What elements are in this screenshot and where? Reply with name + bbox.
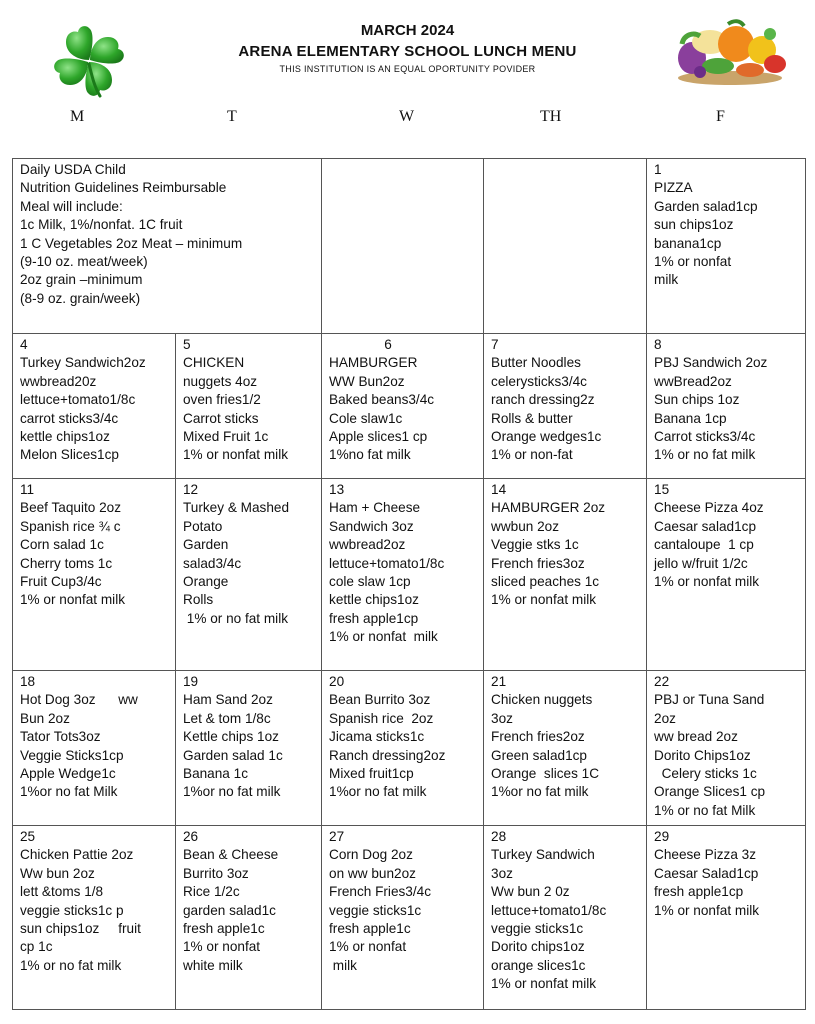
menu-item: veggie sticks1c p <box>20 902 124 918</box>
guideline-line: 2oz grain –minimum <box>20 272 143 288</box>
menu-item: on ww bun2oz <box>329 865 416 881</box>
menu-item: Green salad1cp <box>491 747 587 763</box>
menu-item: Burrito 3oz <box>183 865 249 881</box>
menu-item: Turkey Sandwich <box>491 847 595 863</box>
menu-item: Cherry toms 1c <box>20 555 113 571</box>
menu-item: 1% or nonfat <box>183 939 261 955</box>
menu-item: Ranch dressing2oz <box>329 747 446 763</box>
menu-item: Melon Slices1cp <box>20 447 119 463</box>
guideline-line: Daily USDA Child <box>20 162 126 177</box>
day-cell-29 <box>647 826 806 1010</box>
menu-school-title: ARENA ELEMENTARY SCHOOL LUNCH MENU <box>238 43 577 60</box>
menu-item: 1%or no fat milk <box>329 784 427 800</box>
guideline-line: 1 C Vegetables 2oz Meat – minimum <box>20 235 243 251</box>
day-cell-28 <box>484 826 647 1010</box>
menu-item: Orange <box>183 574 229 590</box>
menu-item: milk <box>329 957 357 973</box>
day-cell-15 <box>647 479 806 671</box>
menu-item: 1%or no fat milk <box>491 784 589 800</box>
day-cell-6 <box>322 334 484 479</box>
menu-item: milk <box>654 272 679 288</box>
menu-item: fresh apple1cp <box>329 610 419 626</box>
menu-item: Caesar salad1cp <box>654 518 757 534</box>
menu-item: lettuce+tomato1/8c <box>329 555 445 571</box>
day-cell-22 <box>647 671 806 826</box>
menu-item: cantaloupe 1 cp <box>654 537 754 553</box>
menu-item: lett &toms 1/8 <box>20 884 104 900</box>
menu-item: lettuce+tomato1/8c <box>20 392 136 408</box>
menu-item: CHICKEN <box>183 355 245 371</box>
menu-item: Celery sticks 1c <box>654 766 757 782</box>
menu-item: Dorito Chips1oz <box>654 747 751 763</box>
menu-item: French fries3oz <box>491 555 585 571</box>
day-number: 22 <box>654 674 670 689</box>
menu-item: Baked beans3/4c <box>329 392 435 408</box>
week-row-2 <box>13 334 806 479</box>
menu-item: Ham Sand 2oz <box>183 692 273 708</box>
menu-item: French Fries3/4c <box>329 884 432 900</box>
day-number: 4 <box>20 337 28 352</box>
menu-item: Corn salad 1c <box>20 537 104 553</box>
week-row-3 <box>13 479 806 671</box>
day-cell-7 <box>484 334 647 479</box>
menu-item: carrot sticks3/4c <box>20 410 119 426</box>
day-number: 1 <box>654 162 662 177</box>
day-number: 25 <box>20 829 36 844</box>
menu-item: Orange slices 1C <box>491 766 600 782</box>
day-number: 29 <box>654 829 670 844</box>
menu-item: Mixed fruit1cp <box>329 766 414 782</box>
day-cell-12 <box>176 479 322 671</box>
menu-item: oven fries1/2 <box>183 392 261 408</box>
menu-item: Butter Noodles <box>491 355 581 371</box>
menu-item: Potato <box>183 518 223 534</box>
day-number: 14 <box>491 482 507 497</box>
day-number: 7 <box>491 337 499 352</box>
menu-item: Garden <box>183 537 229 553</box>
menu-item: 1% or non-fat <box>491 447 573 463</box>
menu-item: 2oz <box>654 710 676 726</box>
menu-item: Kettle chips 1oz <box>183 729 279 745</box>
day-number: 21 <box>491 674 507 689</box>
menu-item: Mixed Fruit 1c <box>183 429 269 445</box>
menu-item: 1%no fat milk <box>329 447 411 463</box>
day-cell-1 <box>647 159 806 334</box>
day-cell-14 <box>484 479 647 671</box>
weekday-wednesday: W <box>399 108 415 125</box>
menu-item: PBJ Sandwich 2oz <box>654 355 768 371</box>
menu-item: sun chips1oz fruit <box>20 921 141 937</box>
weekday-header-row <box>0 108 815 130</box>
menu-item: veggie sticks1c <box>491 921 584 937</box>
day-number: 15 <box>654 482 670 497</box>
menu-item: wwbread20z <box>20 373 97 389</box>
menu-item: Ham + Cheese <box>329 500 421 516</box>
menu-item: ranch dressing2z <box>491 392 595 408</box>
guideline-line: (8-9 oz. grain/week) <box>20 290 141 306</box>
day-number: 26 <box>183 829 199 844</box>
menu-item: salad3/4c <box>183 555 242 571</box>
menu-item: 1% or no fat milk <box>20 957 122 973</box>
menu-item: Veggie Sticks1cp <box>20 747 124 763</box>
guideline-line: Meal will include: <box>20 198 123 214</box>
day-number: 6 <box>384 337 392 352</box>
day-number: 13 <box>329 482 345 497</box>
day-cell-4 <box>13 334 176 479</box>
day-number: 19 <box>183 674 199 689</box>
weekday-friday: F <box>716 108 725 125</box>
empty-day-cell <box>322 159 484 334</box>
empty-day-cell <box>484 159 647 334</box>
menu-item: Bean Burrito 3oz <box>329 692 431 708</box>
menu-item: jello w/fruit 1/2c <box>654 555 748 571</box>
menu-item: cole slaw 1cp <box>329 574 411 590</box>
menu-item: Tator Tots3oz <box>20 729 101 745</box>
menu-item: Turkey Sandwich2oz <box>20 355 146 371</box>
menu-item: PIZZA <box>654 180 693 196</box>
menu-item: Sandwich 3oz <box>329 518 414 534</box>
meal-guidelines-cell <box>13 159 322 334</box>
menu-item: Cheese Pizza 3z <box>654 847 757 863</box>
menu-item: 1% or nonfat milk <box>491 592 597 608</box>
menu-item: 1% or nonfat milk <box>329 629 438 645</box>
menu-item: celerysticks3/4c <box>491 373 587 389</box>
day-number: 18 <box>20 674 36 689</box>
menu-item: lettuce+tomato1/8c <box>491 902 607 918</box>
day-number: 28 <box>491 829 507 844</box>
menu-item: 3oz <box>491 710 513 726</box>
menu-item: Bean & Cheese <box>183 847 279 863</box>
menu-item: banana1cp <box>654 235 722 251</box>
menu-item: 1% or nonfat milk <box>654 902 760 918</box>
lunch-menu-calendar <box>12 158 806 1010</box>
vegetables-basket-icon <box>670 14 790 86</box>
menu-item: 1% or nonfat <box>654 254 732 270</box>
menu-item: Bun 2oz <box>20 710 70 726</box>
menu-item: garden salad1c <box>183 902 276 918</box>
menu-item: Rolls <box>183 592 214 608</box>
menu-item: Ww bun 2 0z <box>491 884 570 900</box>
menu-item: Spanish rice 2oz <box>329 710 434 726</box>
menu-item: Hot Dog 3oz ww <box>20 692 138 708</box>
menu-item: sliced peaches 1c <box>491 574 600 590</box>
menu-item: 1% or nonfat milk <box>491 976 597 992</box>
menu-item: Ww bun 2oz <box>20 865 95 881</box>
day-cell-5 <box>176 334 322 479</box>
day-number: 5 <box>183 337 191 352</box>
menu-item: Sun chips 1oz <box>654 392 740 408</box>
week-row-4 <box>13 671 806 826</box>
menu-item: HAMBURGER 2oz <box>491 500 606 516</box>
menu-item: veggie sticks1c <box>329 902 422 918</box>
menu-item: 1% or nonfat milk <box>183 447 289 463</box>
page-header <box>0 0 815 110</box>
menu-item: fresh apple1c <box>329 921 411 937</box>
week-row-5 <box>13 826 806 1010</box>
day-cell-19 <box>176 671 322 826</box>
menu-item: kettle chips1oz <box>20 429 110 445</box>
day-cell-26 <box>176 826 322 1010</box>
day-number: 8 <box>654 337 662 352</box>
menu-item: Apple Wedge1c <box>20 766 116 782</box>
day-cell-27 <box>322 826 484 1010</box>
guideline-line: 1c Milk, 1%/nonfat. 1C fruit <box>20 217 183 233</box>
menu-item: Orange wedges1c <box>491 429 602 445</box>
menu-item: white milk <box>183 957 243 973</box>
menu-item: Dorito chips1oz <box>491 939 585 955</box>
menu-item: 1% or nonfat milk <box>20 592 126 608</box>
menu-item: 1% or nonfat milk <box>654 574 760 590</box>
menu-item: kettle chips1oz <box>329 592 419 608</box>
menu-item: Apple slices1 cp <box>329 429 428 445</box>
menu-item: Garden salad1cp <box>654 198 758 214</box>
menu-item: Cheese Pizza 4oz <box>654 500 764 516</box>
guideline-line: Nutrition Guidelines Reimbursable <box>20 180 227 196</box>
menu-item: Chicken nuggets <box>491 692 593 708</box>
menu-item: Rolls & butter <box>491 410 573 426</box>
menu-item: Jicama sticks1c <box>329 729 425 745</box>
menu-item: nuggets 4oz <box>183 373 258 389</box>
menu-item: Beef Taquito 2oz <box>20 500 122 516</box>
guideline-line: (9-10 oz. meat/week) <box>20 254 148 270</box>
menu-item: Orange Slices1 cp <box>654 784 766 800</box>
menu-item: fresh apple1c <box>183 921 265 937</box>
menu-item: 1%or no fat milk <box>183 784 281 800</box>
menu-item: Fruit Cup3/4c <box>20 574 102 590</box>
menu-item: Carrot sticks <box>183 410 259 426</box>
menu-item: orange slices1c <box>491 957 586 973</box>
day-cell-8 <box>647 334 806 479</box>
day-cell-18 <box>13 671 176 826</box>
day-number: 20 <box>329 674 345 689</box>
day-cell-20 <box>322 671 484 826</box>
day-cell-11 <box>13 479 176 671</box>
day-cell-21 <box>484 671 647 826</box>
menu-item: 3oz <box>491 865 513 881</box>
menu-item: Spanish rice ¾ c <box>20 518 121 534</box>
menu-item: Turkey & Mashed <box>183 500 290 516</box>
menu-item: Rice 1/2c <box>183 884 240 900</box>
menu-item: Cole slaw1c <box>329 410 403 426</box>
day-number: 12 <box>183 482 199 497</box>
menu-item: Garden salad 1c <box>183 747 283 763</box>
menu-item: ww bread 2oz <box>654 729 738 745</box>
day-number: 27 <box>329 829 345 844</box>
menu-item: fresh apple1cp <box>654 884 744 900</box>
menu-item: Caesar Salad1cp <box>654 865 759 881</box>
menu-item: Chicken Pattie 2oz <box>20 847 134 863</box>
menu-item: 1% or no fat milk <box>183 610 289 626</box>
menu-item: Carrot sticks3/4c <box>654 429 756 445</box>
weekday-tuesday: T <box>227 108 237 125</box>
menu-item: sun chips1oz <box>654 217 734 233</box>
menu-item: Corn Dog 2oz <box>329 847 413 863</box>
menu-item: French fries2oz <box>491 729 585 745</box>
menu-item: Banana 1c <box>183 766 249 782</box>
menu-item: PBJ or Tuna Sand <box>654 692 765 708</box>
weekday-thursday: TH <box>540 108 562 125</box>
menu-item: 1% or nonfat <box>329 939 407 955</box>
menu-item: Banana 1cp <box>654 410 727 426</box>
day-cell-25 <box>13 826 176 1010</box>
menu-month-title: MARCH 2024 <box>360 22 455 39</box>
menu-item: Let & tom 1/8c <box>183 710 271 726</box>
menu-item: HAMBURGER <box>329 355 418 371</box>
menu-item: wwBread2oz <box>654 373 732 389</box>
menu-item: wwbun 2oz <box>491 518 560 534</box>
equal-opportunity-notice: THIS INSTITUTION IS AN EQUAL OPORTUNITY POVIDER <box>279 64 536 74</box>
menu-item: cp 1c <box>20 939 53 955</box>
weekday-monday: M <box>70 108 85 125</box>
menu-item: 1% or no fat milk <box>654 447 756 463</box>
day-number: 11 <box>20 482 35 497</box>
menu-item: 1% or no fat Milk <box>654 802 756 818</box>
menu-item: WW Bun2oz <box>329 373 405 389</box>
week-row-1 <box>13 159 806 334</box>
menu-item: wwbread2oz <box>329 537 406 553</box>
menu-item: 1%or no fat Milk <box>20 784 118 800</box>
menu-item: Veggie stks 1c <box>491 537 579 553</box>
day-cell-13 <box>322 479 484 671</box>
